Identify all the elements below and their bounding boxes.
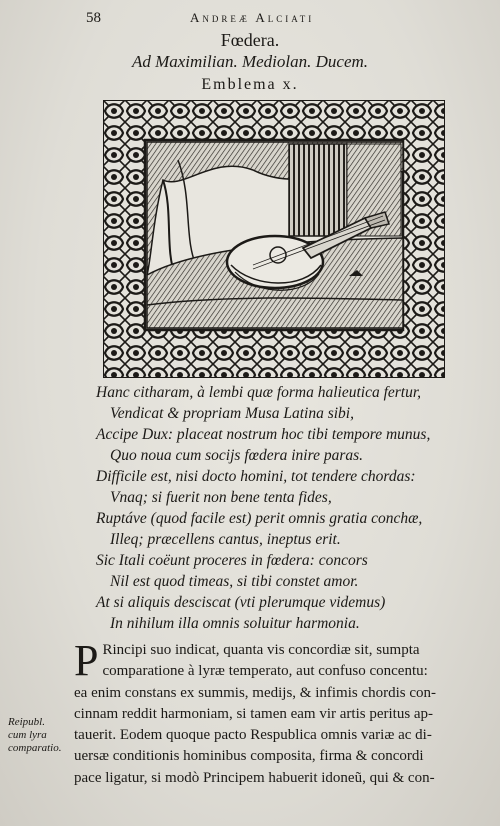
commentary-line: tauerit. Eodem quoque pacto Respublica omnis variæ ac di-: [74, 727, 432, 744]
verse-line: Quo noua cum socijs fœdera inire paras.: [110, 447, 364, 464]
verse-line: Difficile est, nisi docto homini, tot tendere chordas:: [96, 468, 416, 485]
commentary: [74, 636, 478, 789]
emblem-label: Emblema x.: [201, 76, 299, 93]
drop-cap: P: [74, 636, 99, 685]
verse-line: Sic Itali coëunt proceres in fœdera: concors: [96, 552, 368, 569]
margin-note-line: comparatio.: [8, 742, 62, 754]
verse-line: Illeq; præcellens cantus, ineptus erit.: [110, 531, 341, 548]
margin-note: [8, 716, 72, 755]
emblem-verse: [96, 382, 476, 634]
commentary-line: uersæ conditionis hominibus composita, firma & concordi: [74, 748, 424, 765]
commentary-line: ea enim constans ex summis, medijs, & infimis chordis con-: [74, 684, 437, 701]
margin-note-line: Reipubl.: [8, 716, 45, 728]
commentary-line: cinnam reddit harmoniam, si tamen eam vir artis peritus ap-: [74, 705, 434, 722]
dedication: Ad Maximilian. Mediolan. Ducem.: [131, 52, 369, 71]
commentary-line: Rincipi suo indicat, quanta vis concordiæ sit, sumpta: [102, 642, 420, 658]
verse-line: Accipe Dux: placeat nostrum hoc tibi tempore munus,: [96, 426, 431, 443]
verse-line: Vnaq; si fuerit non bene tenta fides,: [110, 489, 332, 506]
verse-line: In nihilum illa omnis soluitur harmonia.: [110, 615, 360, 632]
emblem-title: Fœdera.: [220, 30, 280, 50]
page-number: 58: [86, 10, 101, 26]
verse-line: Hanc citharam, à lembi quæ forma halieutica fertur,: [96, 384, 422, 401]
verse-line: Nil est quod timeas, si tibi constet amor.: [110, 573, 359, 590]
commentary-line: comparatione à lyræ temperato, aut confuso concentu:: [102, 663, 428, 680]
verse-line: At si aliquis desciscat (vti plerumque videmus): [96, 594, 386, 611]
commentary-line: pace ligatur, si modò Principem habuerit idoneũ, qui & con-: [74, 769, 435, 786]
margin-note-line: cum lyra: [8, 729, 47, 741]
verse-line: Vendicat & propriam Musa Latina sibi,: [110, 405, 354, 422]
running-head: Andreæ Alciati: [190, 10, 315, 25]
verse-line: Ruptáve (quod facile est) perit omnis gratia conchæ,: [96, 510, 423, 527]
woodcut-illustration: [103, 100, 445, 378]
